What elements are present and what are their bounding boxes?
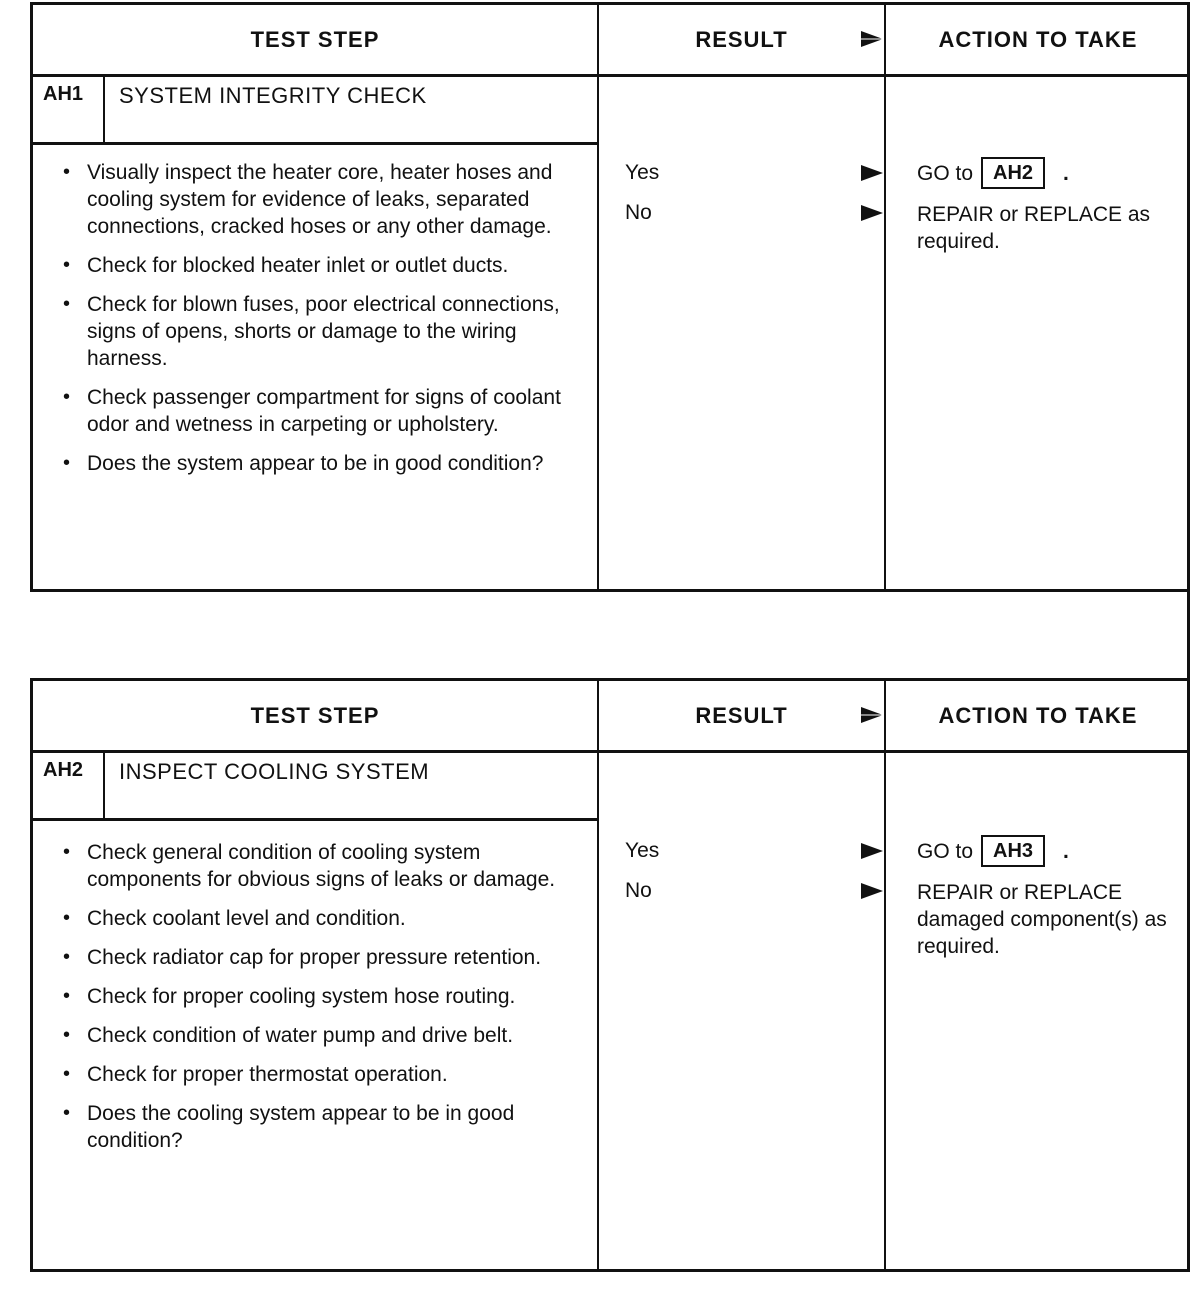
list-item: • Check radiator cap for proper pressure retention. bbox=[57, 944, 577, 971]
goto-suffix: . bbox=[1063, 161, 1069, 185]
goto-suffix: . bbox=[1063, 839, 1069, 863]
arrow-right-icon bbox=[859, 29, 885, 49]
arrow-right-icon bbox=[859, 705, 885, 725]
goto-prefix: GO to bbox=[917, 839, 974, 863]
goto-step-link[interactable]: AH3 bbox=[981, 835, 1045, 867]
goto-prefix: GO to bbox=[917, 161, 974, 185]
arrow-right-icon bbox=[859, 203, 885, 223]
header-test-step: TEST STEP bbox=[250, 26, 380, 52]
arrow-right-icon bbox=[859, 881, 885, 901]
goto-step-link[interactable]: AH2 bbox=[981, 157, 1045, 189]
action-no: REPAIR or REPLACE damaged component(s) as required. bbox=[917, 881, 1167, 958]
list-item: • Visually inspect the heater core, heater hoses and cooling system for evidence of leaks, separated connections, cracked hoses or any other damage. bbox=[57, 159, 577, 240]
list-item: • Does the system appear to be in good condition? bbox=[57, 450, 577, 477]
column-divider bbox=[1187, 590, 1190, 680]
step-title: SYSTEM INTEGRITY CHECK bbox=[119, 83, 427, 108]
result-yes: Yes bbox=[625, 839, 660, 862]
column-divider bbox=[597, 5, 599, 589]
test-step-bullets bbox=[57, 159, 577, 489]
list-item: • Check for blown fuses, poor electrical connections, signs of opens, shorts or damage to the wiring harness. bbox=[57, 291, 577, 372]
column-divider bbox=[597, 681, 599, 1269]
action-no: REPAIR or REPLACE as required. bbox=[917, 203, 1151, 253]
result-yes: Yes bbox=[625, 161, 660, 184]
header-result: RESULT bbox=[695, 26, 788, 52]
list-item: • Check coolant level and condition. bbox=[57, 905, 577, 932]
list-item: • Check condition of water pump and drive belt. bbox=[57, 1022, 577, 1049]
header-test-step: TEST STEP bbox=[250, 702, 380, 728]
test-step-bullets bbox=[57, 839, 577, 1166]
action-yes bbox=[917, 157, 1069, 189]
table-header bbox=[33, 681, 1187, 753]
step-heading-row bbox=[33, 753, 597, 821]
action-yes bbox=[917, 835, 1069, 867]
step-id: AH1 bbox=[33, 77, 105, 142]
arrow-right-icon bbox=[859, 841, 885, 861]
list-item: • Does the cooling system appear to be in good condition? bbox=[57, 1100, 577, 1154]
step-heading-row bbox=[33, 77, 597, 145]
step-id: AH2 bbox=[33, 753, 105, 818]
list-item: • Check for blocked heater inlet or outlet ducts. bbox=[57, 252, 577, 279]
list-item: • Check general condition of cooling system components for obvious signs of leaks or damage. bbox=[57, 839, 577, 893]
result-no: No bbox=[625, 201, 652, 224]
step-title: INSPECT COOLING SYSTEM bbox=[119, 759, 430, 784]
header-result: RESULT bbox=[695, 702, 788, 728]
test-step-table-ah1 bbox=[30, 2, 1190, 592]
list-item: • Check passenger compartment for signs of coolant odor and wetness in carpeting or upholstery. bbox=[57, 384, 577, 438]
list-item: • Check for proper thermostat operation. bbox=[57, 1061, 577, 1088]
result-no: No bbox=[625, 879, 652, 902]
test-step-table-ah2 bbox=[30, 678, 1190, 1272]
column-divider bbox=[884, 681, 886, 1269]
header-action: ACTION TO TAKE bbox=[938, 26, 1138, 52]
column-divider bbox=[884, 5, 886, 589]
header-action: ACTION TO TAKE bbox=[938, 702, 1138, 728]
table-header bbox=[33, 5, 1187, 77]
arrow-right-icon bbox=[859, 163, 885, 183]
list-item: • Check for proper cooling system hose routing. bbox=[57, 983, 577, 1010]
